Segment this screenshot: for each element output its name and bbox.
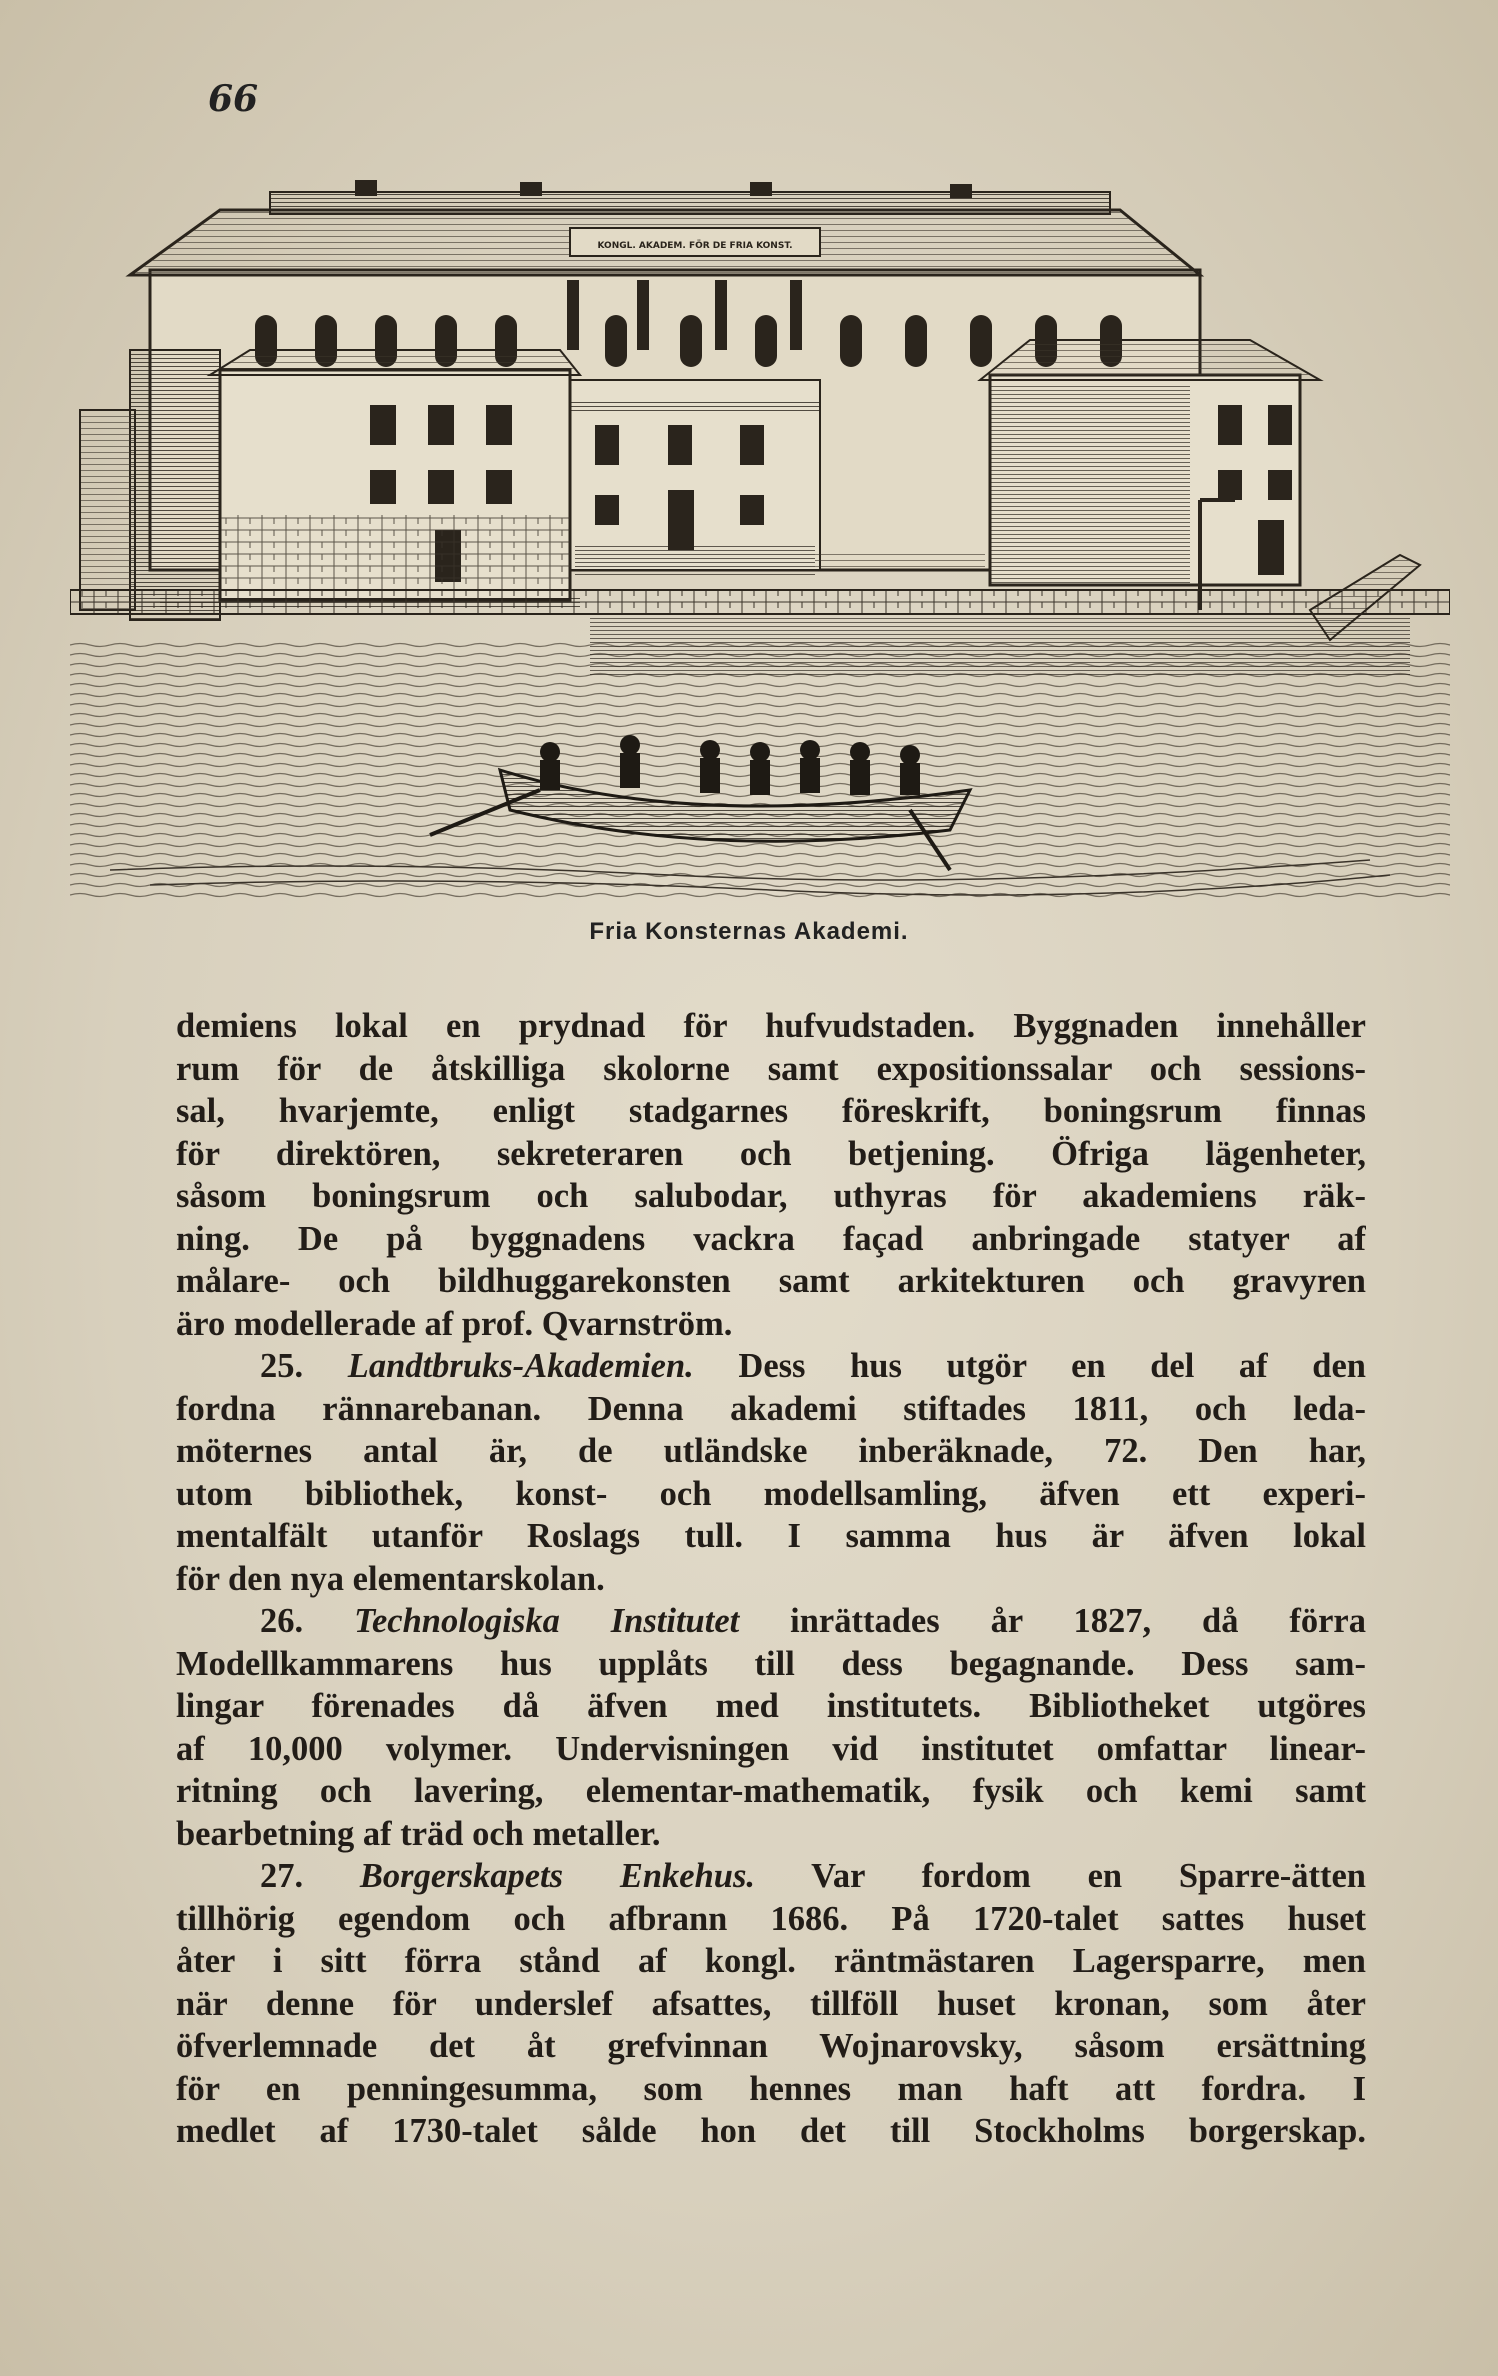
text-line: tillhörig egendom och afbrann 1686. På 1720-talet sattes huset	[176, 1899, 1366, 1938]
text-line: för en penningesumma, som hennes man haft att fordra. I	[176, 2069, 1366, 2108]
text-line	[176, 1345, 1366, 1388]
section-text: inrättades år 1827, då förra	[739, 1602, 1366, 1640]
text-line: mentalfält utanför Roslags tull. I samma hus är äfven lokal	[176, 1517, 1366, 1555]
text-line: målare- och bildhuggarekonsten samt arkitekturen och gravyren	[176, 1262, 1366, 1300]
section-number: 27.	[260, 1857, 360, 1895]
body-text	[176, 1005, 1366, 2153]
section-number: 25.	[260, 1347, 348, 1385]
text-line: sal, hvarjemte, enligt stadgarnes föreskrift, boningsrum finnas	[176, 1092, 1366, 1130]
section-heading: Technologiska Institutet	[354, 1602, 740, 1640]
text-line: utom bibliothek, konst- och modellsamling, äfven ett experi-	[176, 1474, 1366, 1513]
text-line: för den nya elementarskolan.	[176, 1559, 605, 1598]
text-line: bearbetning af träd och metaller.	[176, 1814, 661, 1853]
section-text: Dess hus utgör en del af den	[693, 1347, 1366, 1385]
academy-engraving	[70, 170, 1450, 900]
text-line: fordna rännarebanan. Denna akademi stiftades 1811, och leda-	[176, 1389, 1366, 1428]
text-line: när denne för underslef afsattes, tillföll huset kronan, som åter	[176, 1984, 1366, 2023]
text-line	[176, 1855, 1366, 1898]
section-heading: Landtbruks-Akademien.	[347, 1347, 694, 1385]
text-line: öfverlemnade det åt grefvinnan Wojnarovsky, såsom ersättning	[176, 2027, 1366, 2065]
text-line: demiens lokal en prydnad för hufvudstaden. Byggnaden innehåller	[176, 1007, 1366, 1045]
text-line: lingar förenades då äfven med institutets. Bibliotheket utgöres	[176, 1687, 1366, 1725]
text-line: Modellkammarens hus upplåts till dess begagnande. Dess sam-	[176, 1644, 1366, 1683]
text-line: medlet af 1730-talet sålde hon det till Stockholms borgerskap.	[176, 2112, 1366, 2150]
text-line: rum för de åtskilliga skolorne samt expositionssalar och sessions-	[176, 1049, 1366, 1088]
text-line: såsom boningsrum och salubodar, uthyras för akademiens räk-	[176, 1177, 1366, 1215]
illustration-caption: Fria Konsternas Akademi.	[589, 918, 909, 945]
building-sign: KONGL. AKADEM. FÖR DE FRIA KONST.	[597, 241, 793, 251]
text-line	[176, 1600, 1366, 1643]
text-line: för direktören, sekreteraren och betjening. Öfriga lägenheter,	[176, 1134, 1366, 1173]
text-line: åter i sitt förra stånd af kongl. räntmästaren Lagersparre, men	[176, 1942, 1366, 1980]
section-number: 26.	[260, 1602, 355, 1640]
text-line: af 10,000 volymer. Undervisningen vid institutet omfattar linear-	[176, 1729, 1366, 1768]
text-line: möternes antal är, de utländske inberäknade, 72. Den har,	[176, 1432, 1366, 1470]
text-line: ning. De på byggnadens vackra façad anbringade statyer af	[176, 1219, 1366, 1258]
text-line: ritning och lavering, elementar-mathematik, fysik och kemi samt	[176, 1772, 1366, 1810]
section-text: Var fordom en Sparre-ätten	[755, 1857, 1366, 1895]
page-number: 66	[208, 78, 259, 120]
section-heading: Borgerskapets Enkehus.	[359, 1857, 756, 1895]
text-line: äro modellerade af prof. Qvarnström.	[176, 1304, 733, 1343]
